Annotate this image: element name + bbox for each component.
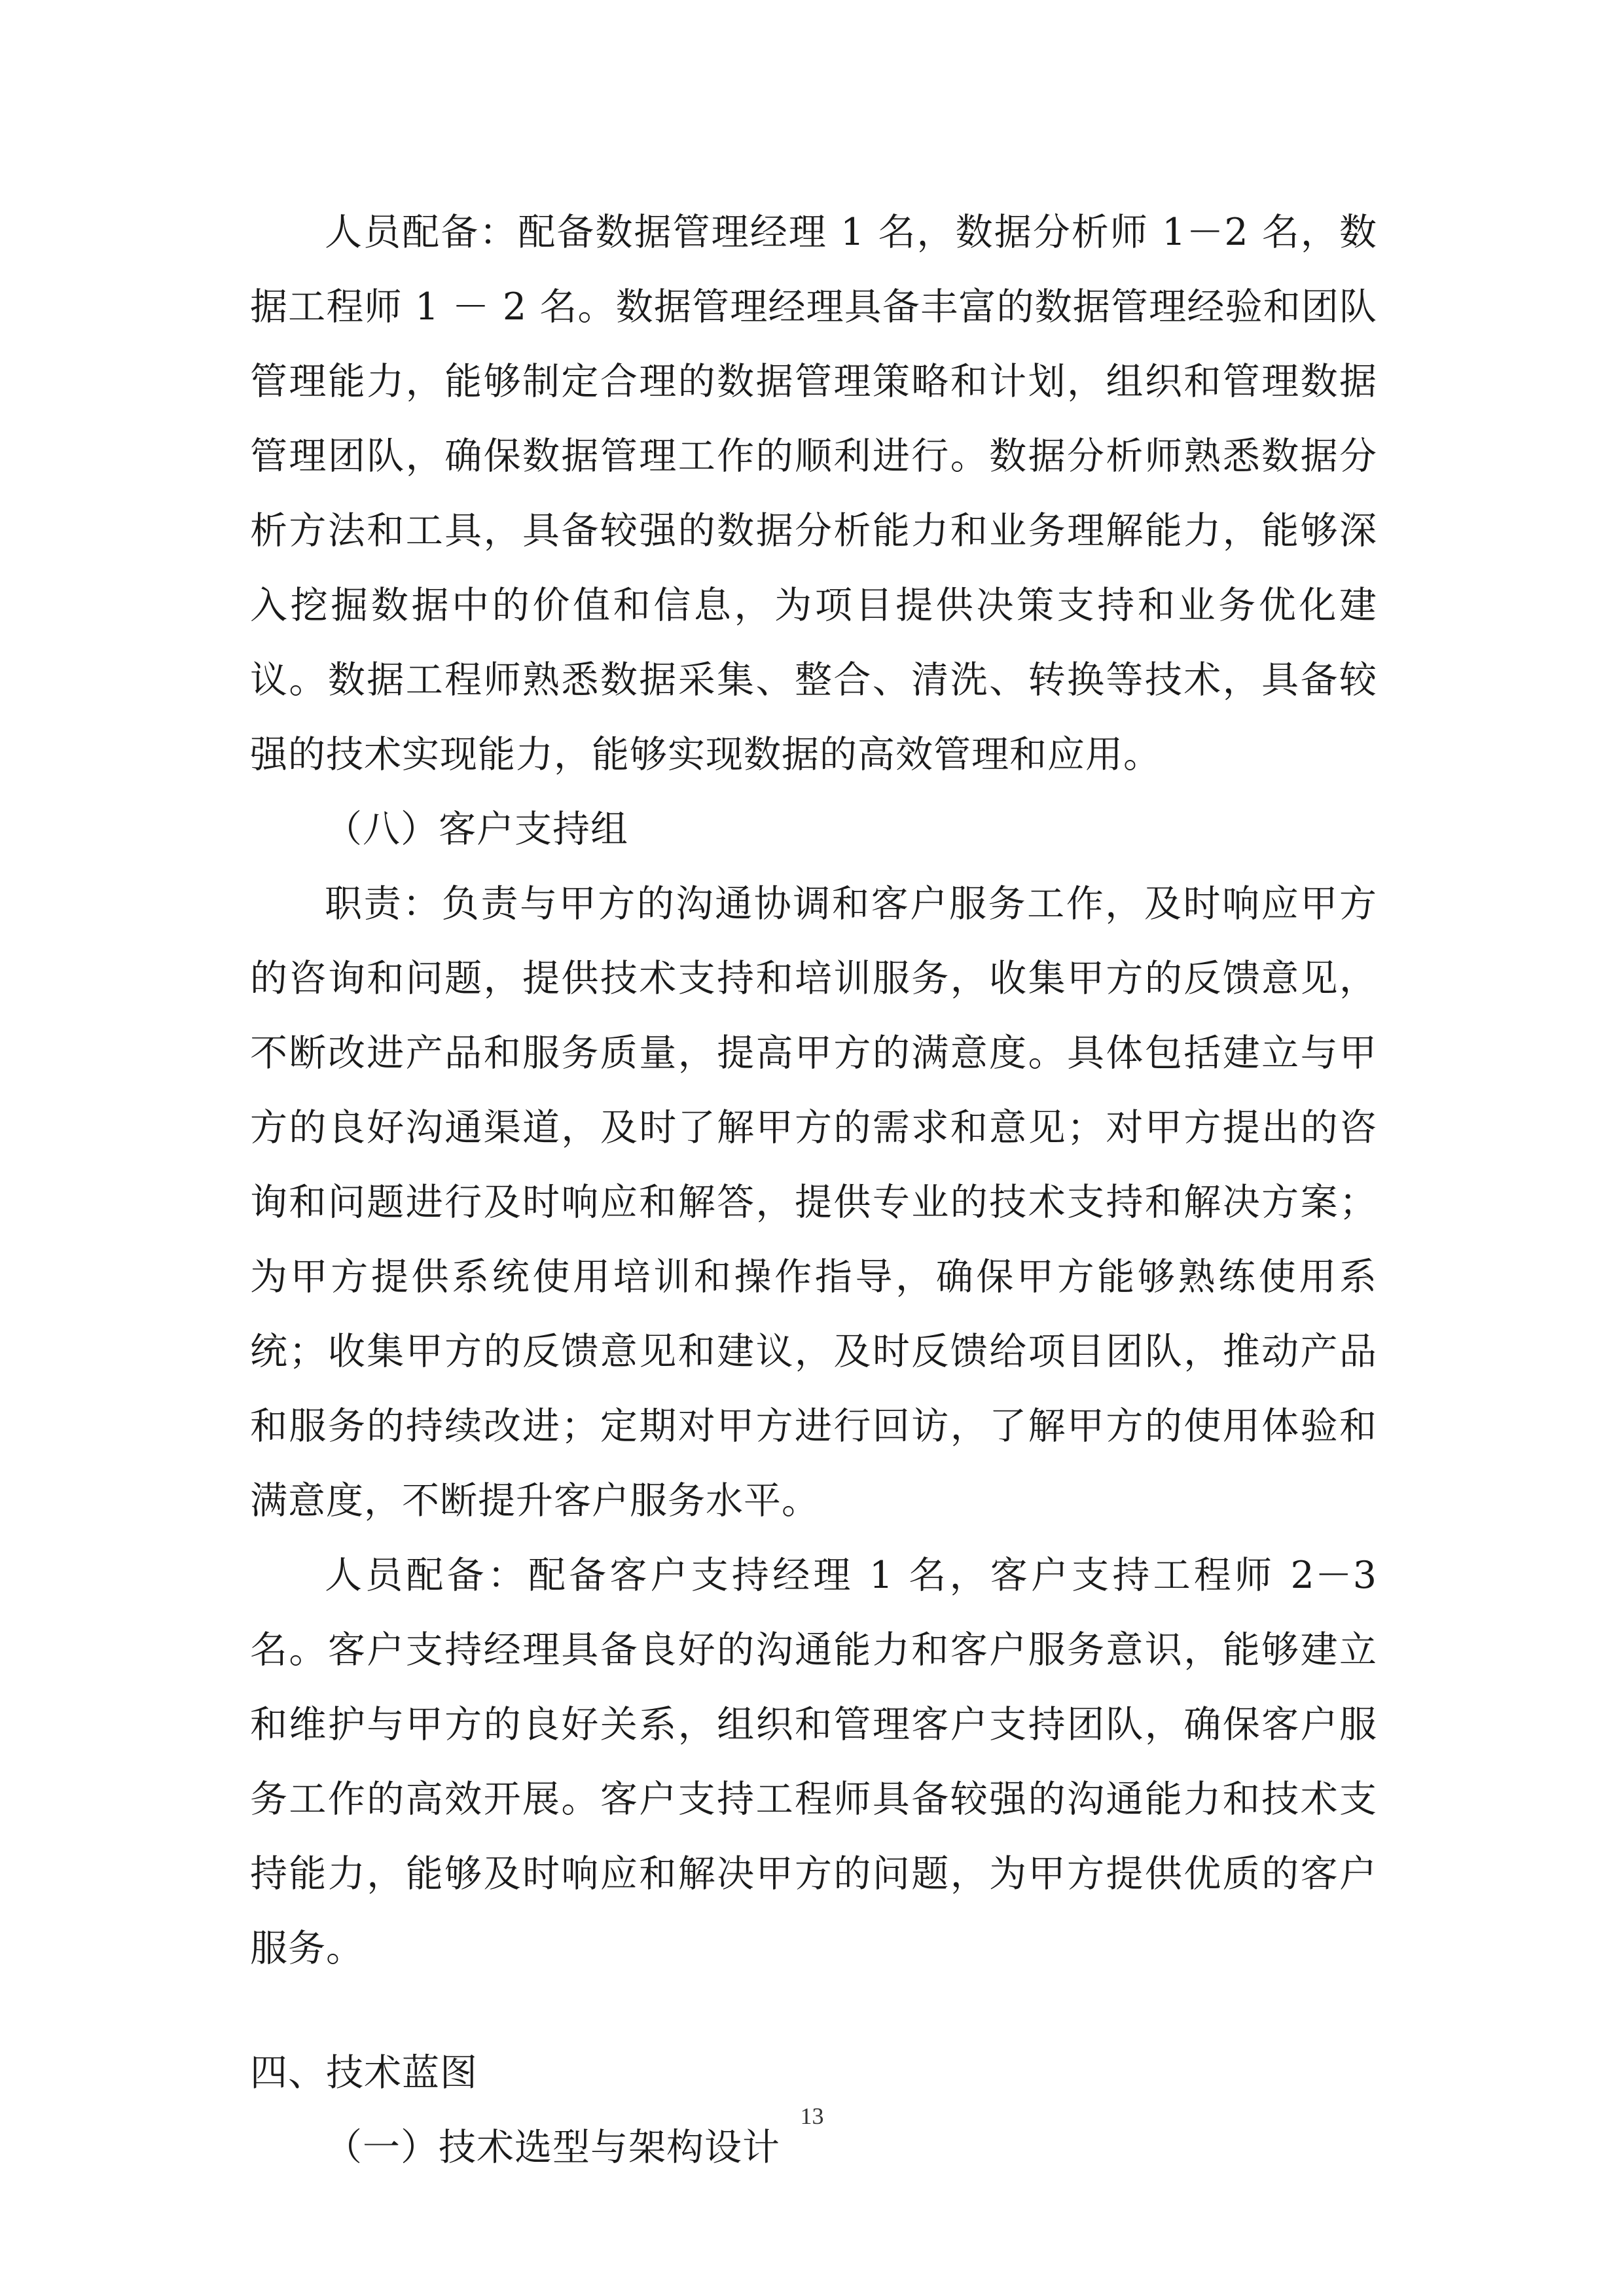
subheading-tech-selection-architecture: （一）技术选型与架构设计 bbox=[325, 2126, 780, 2169]
paragraph-data-team-staffing: 人员配备：配备数据管理经理 1 名，数据分析师 1－2 名，数据工程师 1 － 2 名。数据管理经理具备丰富的数据管理经验和团队管理能力，能够制定合理的数据管理策略和计划，组织和管理数据管理团队，确保数据管理工作的顺利进行。数据分析师熟悉数据分析方法和工具，具备较强的数据分析能力和业务理解能力，能够深入挖掘数据中的价值和信息，为项目提供决策支持和业务优化建议。数据工程师熟悉数据采集、整合、清洗、转换等技术，具备较强的技术实现能力，能够实现数据的高效管理和应用。 bbox=[250, 211, 1377, 776]
section-heading-technical-blueprint: 四、技术蓝图 bbox=[250, 2051, 478, 2094]
subheading-customer-support-group: （八）客户支持组 bbox=[325, 808, 628, 851]
paragraph-customer-support-duties: 职责：负责与甲方的沟通协调和客户服务工作，及时响应甲方的咨询和问题，提供技术支持和培训服务，收集甲方的反馈意见，不断改进产品和服务质量，提高甲方的满意度。具体包括建立与甲方的良好沟通渠道，及时了解甲方的需求和意见；对甲方提出的咨询和问题进行及时响应和解答，提供专业的技术支持和解决方案；为甲方提供系统使用培训和操作指导，确保甲方能够熟练使用系统；收集甲方的反馈意见和建议，及时反馈给项目团队，推动产品和服务的持续改进；定期对甲方进行回访，了解甲方的使用体验和满意度，不断提升客户服务水平。 bbox=[250, 882, 1377, 1522]
paragraph-customer-support-staffing: 人员配备：配备客户支持经理 1 名，客户支持工程师 2－3 名。客户支持经理具备良好的沟通能力和客户服务意识，能够建立和维护与甲方的良好关系，组织和管理客户支持团队，确保客户服务工作的高效开展。客户支持工程师具备较强的沟通能力和技术支持能力，能够及时响应和解决甲方的问题，为甲方提供优质的客户服务。 bbox=[250, 1554, 1377, 1970]
document-body bbox=[250, 195, 1377, 2185]
page-number: 13 bbox=[800, 2103, 824, 2129]
